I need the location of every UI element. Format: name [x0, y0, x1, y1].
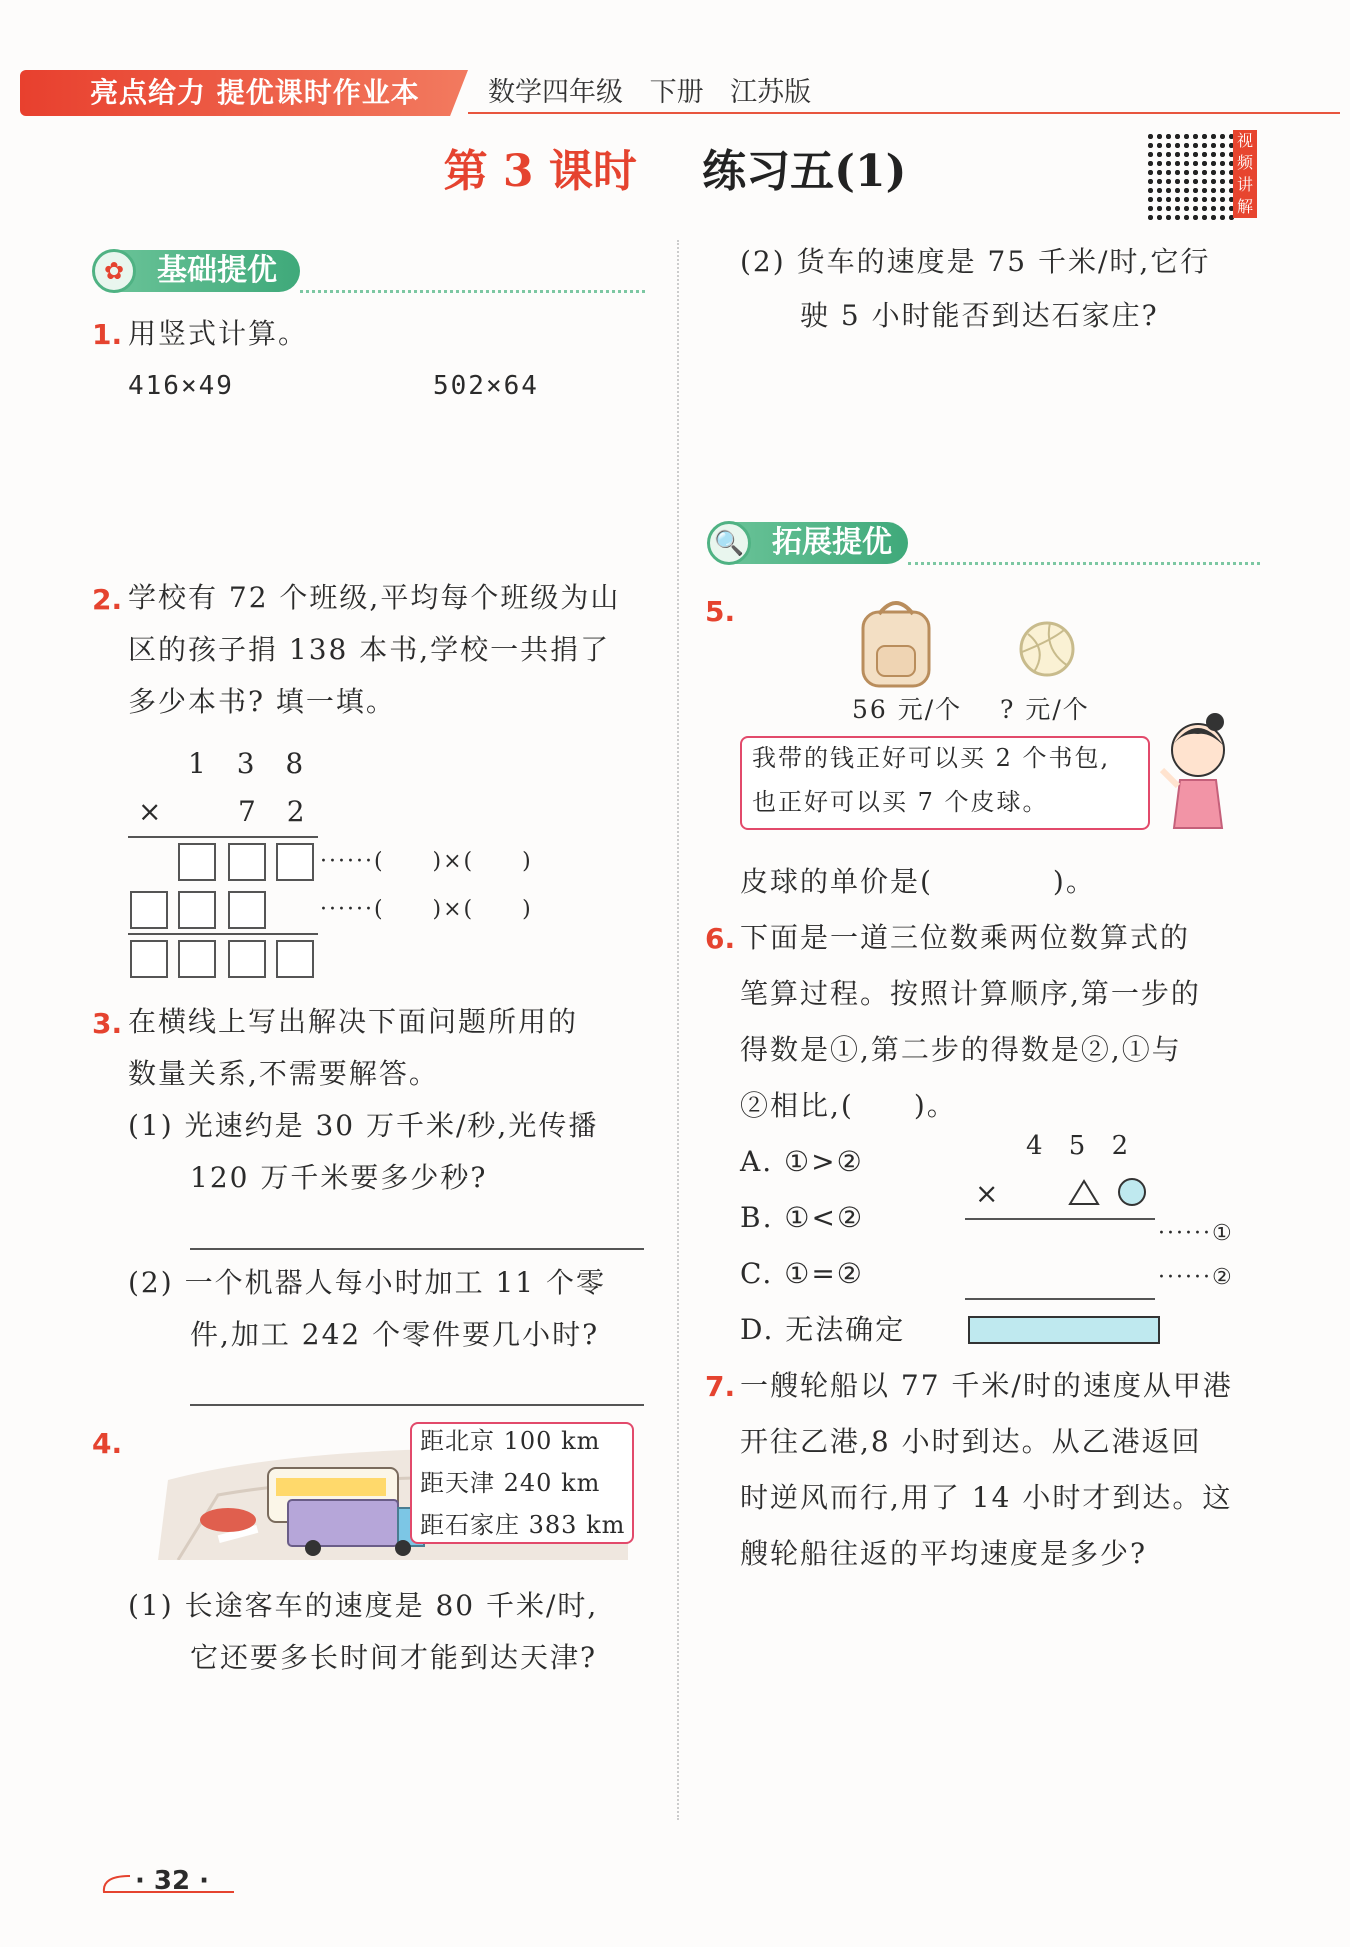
- q2-line-3: 多少本书? 填一填。: [128, 685, 396, 718]
- q3-p2-answer-line[interactable]: [190, 1404, 644, 1406]
- q3-number: 3.: [92, 1007, 123, 1040]
- answer-box[interactable]: [178, 940, 216, 978]
- q2-row1-suffix: ······( )×( ): [320, 849, 533, 874]
- q2-rule-1: [128, 836, 318, 838]
- q6-line-2: 笔算过程。按照计算顺序,第一步的: [740, 977, 1201, 1010]
- q2-number: 2.: [92, 583, 123, 616]
- qr-code-icon[interactable]: [1146, 132, 1236, 222]
- section-dots: [908, 562, 1260, 565]
- answer-box[interactable]: [228, 940, 266, 978]
- q3-line-1: 在横线上写出解决下面问题所用的: [128, 1005, 579, 1038]
- q6-times: ×: [975, 1177, 1001, 1210]
- ball-price: ? 元/个: [1000, 695, 1090, 724]
- header-book-info: 数学四年级 下册 江苏版: [488, 77, 812, 108]
- answer-box[interactable]: [130, 940, 168, 978]
- ball-icon: [1018, 620, 1076, 678]
- q6-line-4: ②相比,( )。: [740, 1089, 957, 1122]
- q2-rule-2: [128, 933, 318, 935]
- circle-icon: [1116, 1176, 1148, 1208]
- q3-p2-line-1: (2) 一个机器人每小时加工 11 个零: [128, 1266, 606, 1299]
- section-dots: [300, 290, 645, 293]
- bag-price: 56 元/个: [852, 695, 963, 724]
- truck-icon: [288, 1500, 398, 1546]
- q3-p1-answer-line[interactable]: [190, 1248, 644, 1250]
- q7-line-2: 开往乙港,8 小时到达。从乙港返回: [740, 1425, 1202, 1458]
- q6-line-1: 下面是一道三位数乘两位数算式的: [740, 921, 1191, 954]
- q4-p2-line-2: 驶 5 小时能否到达石家庄?: [800, 299, 1159, 332]
- q4-p2-line-1: (2) 货车的速度是 75 千米/时,它行: [740, 245, 1211, 278]
- answer-box[interactable]: [228, 843, 266, 881]
- answer-box[interactable]: [276, 843, 314, 881]
- q5-number: 5.: [705, 595, 736, 628]
- lesson-label: 第 3 课时: [443, 146, 637, 197]
- q4-p1-line-2: 它还要多长时间才能到达天津?: [190, 1641, 598, 1674]
- answer-box[interactable]: [276, 940, 314, 978]
- answer-box[interactable]: [178, 891, 216, 929]
- q7-line-3: 时逆风而行,用了 14 小时才到达。这: [740, 1481, 1233, 1514]
- speech-line-1: 我带的钱正好可以买 2 个书包,: [752, 744, 1111, 772]
- q6-top-number: 4 5 2: [1026, 1131, 1131, 1161]
- qr-tag: 视频讲解: [1233, 130, 1257, 218]
- q6-line-3: 得数是①,第二步的得数是②,①与: [740, 1033, 1182, 1066]
- q1-expr-b: 502×64: [433, 371, 539, 401]
- answer-box[interactable]: [178, 843, 216, 881]
- q1-text: 用竖式计算。: [128, 317, 309, 350]
- backpack-icon: [855, 598, 937, 690]
- result-box: [968, 1316, 1160, 1344]
- q2-times: ×: [138, 795, 164, 828]
- header-brand: 亮点给力 提优课时作业本: [90, 76, 420, 109]
- q3-p2-line-2: 件,加工 242 个零件要几小时?: [190, 1318, 600, 1351]
- column-divider: [677, 240, 679, 1820]
- option-a[interactable]: A. ①>②: [740, 1145, 864, 1178]
- q4-number: 4.: [92, 1427, 123, 1460]
- q6-mark-2: ······②: [1158, 1265, 1234, 1290]
- sign-tianjin: 距天津 240 km: [420, 1469, 601, 1497]
- q7-line-1: 一艘轮船以 77 千米/时的速度从甲港: [740, 1369, 1233, 1402]
- q3-p1-line-1: (1) 光速约是 30 万千米/秒,光传播: [128, 1109, 599, 1142]
- q6-number: 6.: [705, 922, 736, 955]
- lesson-topic: 练习五(1): [702, 146, 907, 197]
- speech-line-2: 也正好可以买 7 个皮球。: [752, 788, 1049, 816]
- q2-top-number: 1 3 8: [188, 747, 306, 780]
- answer-box[interactable]: [130, 891, 168, 929]
- q3-line-2: 数量关系,不需要解答。: [128, 1057, 439, 1090]
- q2-line-2: 区的孩子捐 138 本书,学校一共捐了: [128, 633, 611, 666]
- answer-box[interactable]: [228, 891, 266, 929]
- q2-line-1: 学校有 72 个班级,平均每个班级为山: [128, 581, 621, 614]
- q3-p1-line-2: 120 万千米要多少秒?: [190, 1161, 488, 1194]
- q7-line-4: 艘轮船往返的平均速度是多少?: [740, 1537, 1148, 1570]
- page-number: · 32 ·: [135, 1866, 210, 1896]
- q1-expr-a: 416×49: [128, 371, 234, 401]
- q4-p1-line-1: (1) 长途客车的速度是 80 千米/时,: [128, 1589, 599, 1622]
- q1-number: 1.: [92, 318, 123, 351]
- q7-number: 7.: [705, 1370, 736, 1403]
- q6-rule-2: [965, 1298, 1155, 1300]
- section-extend: 拓展提优: [710, 522, 908, 564]
- option-c[interactable]: C. ①=②: [740, 1257, 864, 1290]
- q2-row2-suffix: ······( )×( ): [320, 897, 533, 922]
- car-icon: [200, 1508, 256, 1532]
- q5-answer[interactable]: 皮球的单价是( )。: [740, 865, 1096, 898]
- section-basic: 基础提优: [95, 250, 300, 292]
- sign-shijiazhuang: 距石家庄 383 km: [420, 1511, 626, 1539]
- triangle-icon: [1068, 1178, 1100, 1206]
- option-b[interactable]: B. ①<②: [740, 1201, 865, 1234]
- q6-mark-1: ······①: [1158, 1221, 1234, 1246]
- girl-icon: [1160, 710, 1235, 840]
- q6-rule-1: [965, 1218, 1155, 1220]
- q2-multiplier: 7 2: [238, 795, 307, 828]
- magnifier-icon: 🔍: [707, 521, 751, 565]
- sign-beijing: 距北京 100 km: [420, 1427, 601, 1455]
- sprout-icon: ✿: [92, 249, 136, 293]
- option-d[interactable]: D. 无法确定: [740, 1313, 906, 1346]
